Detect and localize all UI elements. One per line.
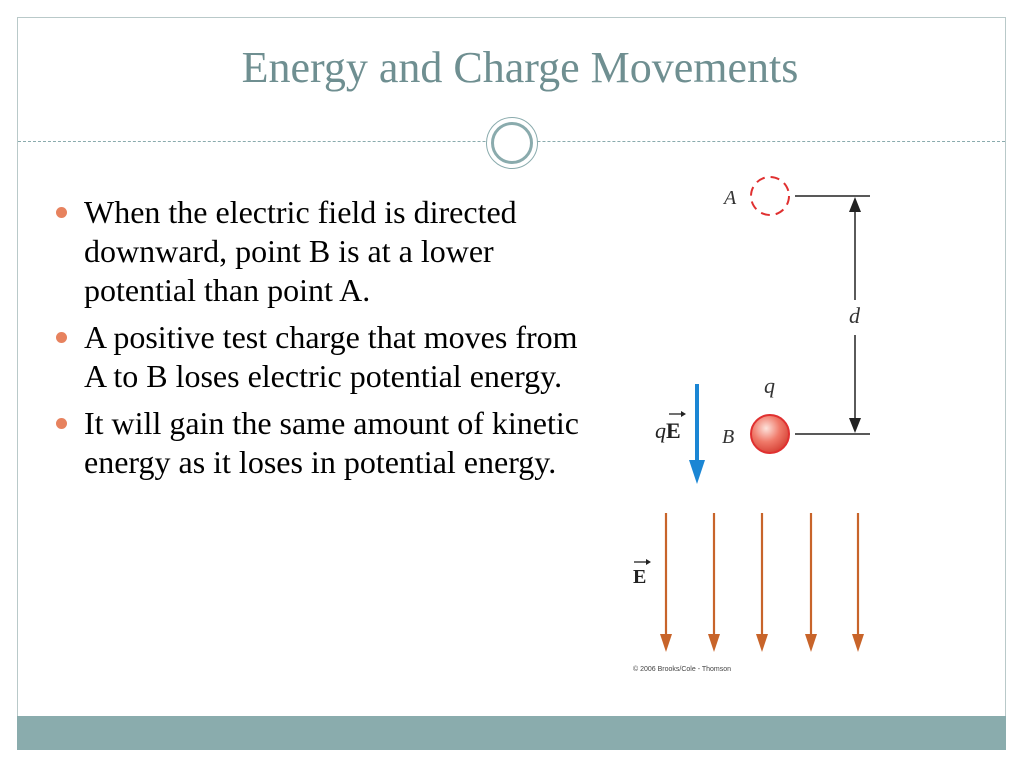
distance-arrowhead-up xyxy=(849,197,861,212)
charge-label: q xyxy=(764,373,775,398)
distance-arrowhead-down xyxy=(849,418,861,433)
field-arrow xyxy=(660,513,672,652)
point-a-label: A xyxy=(724,187,737,209)
slide-title: Energy and Charge Movements xyxy=(241,43,799,92)
divider-ring-ornament xyxy=(486,117,538,169)
field-arrows xyxy=(660,513,864,652)
bullet-text: When the electric field is directed downward, point B is at a lower potential than point A. xyxy=(84,194,517,308)
field-arrow xyxy=(708,513,720,652)
bullet-dot-icon xyxy=(56,332,67,343)
point-b-label: B xyxy=(722,426,735,448)
force-vector-bar-tip xyxy=(681,411,686,417)
bullet-item xyxy=(52,193,592,310)
bullet-dot-icon xyxy=(56,207,67,218)
field-vector-bar-tip xyxy=(646,559,651,565)
bullet-text: It will gain the same amount of kinetic energy as it loses in potential energy. xyxy=(84,405,579,480)
force-label: qE xyxy=(655,418,681,443)
field-label: E xyxy=(633,566,647,588)
copyright-text: © 2006 Brooks/Cole - Thomson xyxy=(633,666,732,673)
point-b-charge xyxy=(751,415,789,453)
bullet-item xyxy=(52,318,592,396)
field-arrow xyxy=(805,513,817,652)
distance-label: d xyxy=(849,303,860,328)
bullet-text: A positive test charge that moves from A to B loses electric potential energy. xyxy=(84,319,578,394)
field-arrow xyxy=(756,513,768,652)
point-a-dashed-charge xyxy=(751,177,789,215)
bullet-dot-icon xyxy=(56,418,67,429)
force-arrow-head xyxy=(689,460,705,484)
field-arrow xyxy=(852,513,864,652)
electric-field-diagram xyxy=(600,160,900,690)
bullet-list xyxy=(52,193,592,490)
bullet-item xyxy=(52,404,592,482)
footer-bar xyxy=(17,716,1006,750)
